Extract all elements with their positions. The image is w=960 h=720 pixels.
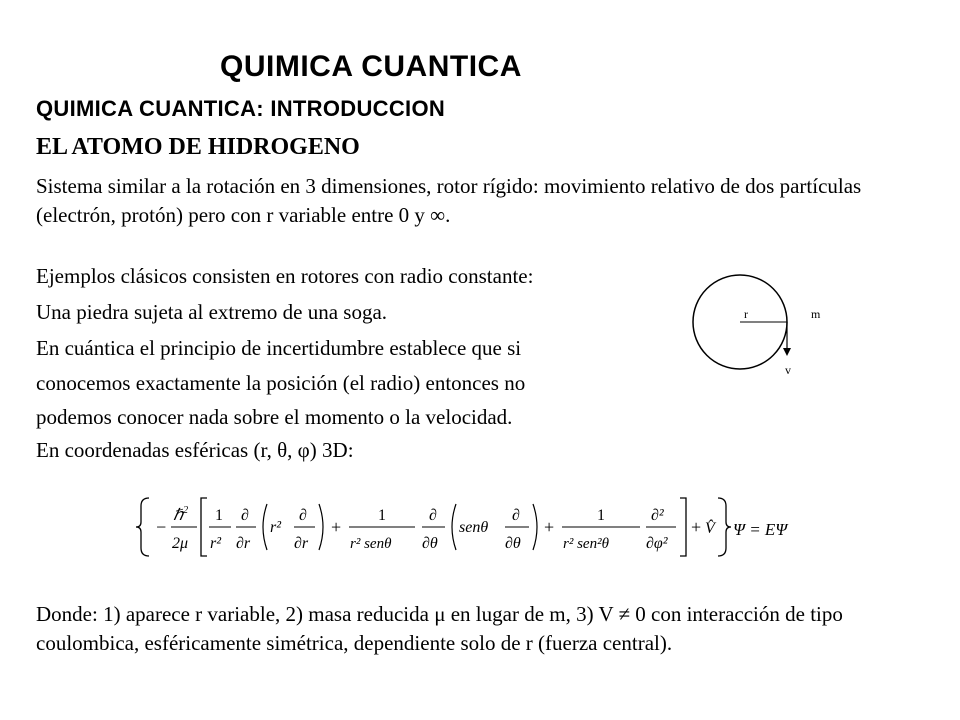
text-line-1: Ejemplos clásicos consisten en rotores con radio constante: (36, 264, 534, 288)
sen-factor: senθ (459, 519, 489, 536)
plus-sign-3: + (691, 517, 702, 537)
frac1-den: r² (210, 535, 222, 552)
minus-sign: − (155, 517, 168, 537)
frac6-den: ∂θ (505, 535, 521, 552)
text-line-2: Una piedra sujeta al extremo de una soga. (36, 300, 388, 324)
text-line-6: En coordenadas esféricas (r, θ, φ) 3D: (36, 438, 354, 462)
text-line-3: En cuántica el principio de incertidumbre establece que si (36, 336, 522, 360)
page-title: QUIMICA CUANTICA (220, 50, 522, 83)
text-line-5: podemos conocer nada sobre el momento o la velocidad. (36, 405, 513, 429)
radius-label: r (744, 307, 748, 321)
right-brace (718, 498, 731, 556)
conclusion-paragraph: Donde: 1) aparece r variable, 2) masa reducida μ en lugar de m, 3) V ≠ 0 con interacción de tipo coulombica, esféricamente simétrica, dependiente solo de r (fuerza central). (36, 602, 843, 655)
two-mu: 2μ (172, 535, 189, 552)
schrodinger-equation (135, 492, 755, 562)
mass-label: m (811, 307, 821, 321)
frac6-num: ∂ (512, 507, 520, 524)
plus-sign-1: + (331, 517, 342, 537)
frac5-num: ∂ (429, 507, 437, 524)
frac4-num: 1 (378, 507, 386, 524)
frac8-den: ∂φ² (646, 535, 668, 552)
text-line-4: conocemos exactamente la posición (el radio) entonces no (36, 371, 526, 395)
velocity-label: v (785, 363, 791, 377)
velocity-arrowhead (783, 348, 791, 356)
frac5-den: ∂θ (422, 535, 438, 552)
subtitle: QUIMICA CUANTICA: INTRODUCCION (36, 96, 446, 121)
potential-operator: V̂ (705, 520, 715, 537)
frac1-num: 1 (215, 507, 223, 524)
intro-paragraph: Sistema similar a la rotación en 3 dimensiones, rotor rígido: movimiento relativo de dos partículas (electrón, protón) pero con r variable entre 0 y ∞. (36, 174, 862, 227)
frac3-den: ∂r (294, 535, 309, 552)
section-heading: EL ATOMO DE HIDROGENO (36, 134, 360, 160)
frac8-num: ∂² (651, 507, 664, 524)
frac2-num: ∂ (241, 507, 249, 524)
hbar-squared: ℏ$^2$ (173, 505, 189, 524)
frac4-den: r² senθ (350, 536, 392, 552)
equation-rhs: Ψ = EΨ (733, 520, 788, 539)
frac7-num: 1 (597, 507, 605, 524)
left-brace (136, 498, 149, 556)
frac2-den: ∂r (236, 535, 251, 552)
r2-factor: r² (270, 519, 282, 536)
rotor-diagram (690, 270, 840, 390)
frac3-num: ∂ (299, 507, 307, 524)
frac7-den: r² sen²θ (563, 536, 609, 552)
plus-sign-2: + (544, 517, 555, 537)
